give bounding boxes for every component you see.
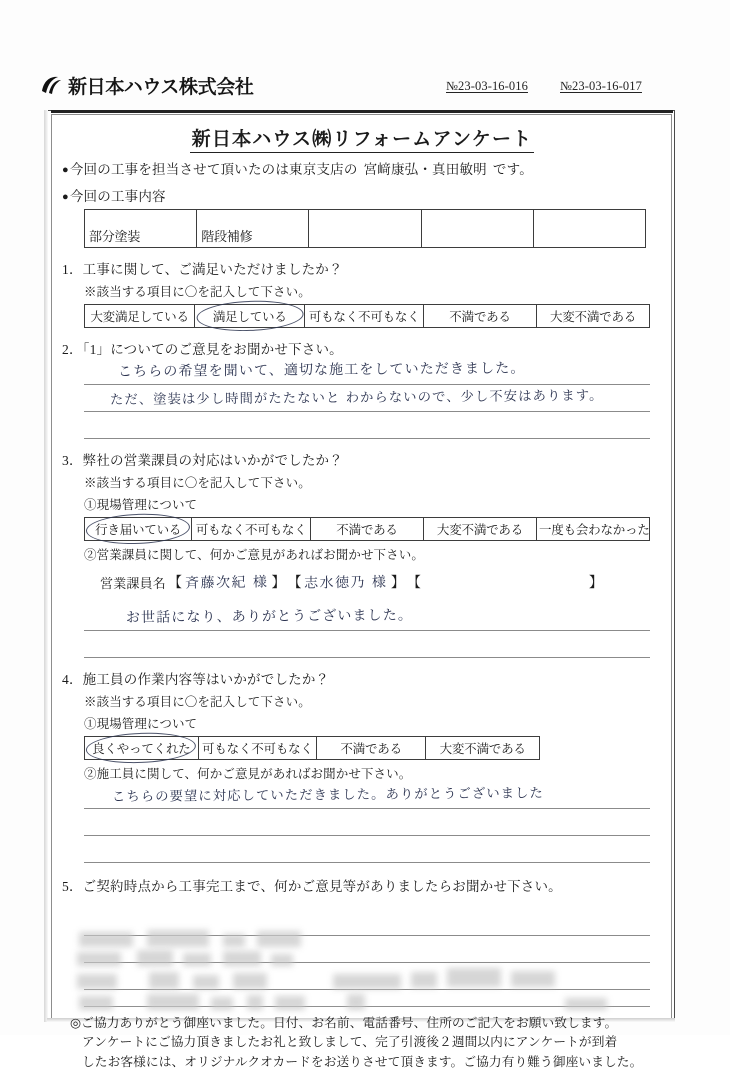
- question-4-subheading-2: ②施工員に関して、何かご意見があればお聞かせ下さい。: [84, 767, 412, 782]
- q4-option-2[interactable]: 不満である: [317, 737, 426, 760]
- form-title-text: 新日本ハウス㈱リフォームアンケート: [190, 129, 535, 153]
- question-4-heading: 4．施工員の作業内容等はいかがでしたか？: [62, 672, 330, 688]
- document-number-2: №23-03-16-017: [560, 79, 642, 93]
- company-logo: [38, 72, 253, 99]
- intro-line: [62, 161, 662, 179]
- sales-staff-field-1[interactable]: [168, 572, 285, 592]
- q4-option-3[interactable]: 大変不満である: [426, 737, 540, 760]
- question-3-option-table: [84, 517, 650, 541]
- bracket-close: 】: [271, 576, 286, 592]
- bracket-open: 【: [287, 576, 302, 592]
- q1-option-4[interactable]: 大変不満である: [536, 305, 649, 328]
- intro-staff-names: 宮﨑康弘・真田敏明: [363, 162, 487, 177]
- handwritten-answer: こちらの希望を聞いて、適切な施工をしていただきました。: [117, 360, 526, 381]
- q4-option-1[interactable]: 可もなく不可もなく: [198, 737, 316, 760]
- sales-staff-field-3[interactable]: [407, 572, 603, 592]
- q3-option-3[interactable]: 大変不満である: [423, 518, 536, 541]
- bracket-close: 】: [390, 576, 405, 592]
- q1-option-3[interactable]: 不満である: [423, 305, 536, 328]
- q3-option-0[interactable]: 行き届いている: [85, 518, 192, 541]
- closing-note: [70, 1014, 662, 1071]
- q3-option-2[interactable]: 不満である: [310, 518, 423, 541]
- table-row: [85, 518, 650, 541]
- question-4-answers: [84, 736, 662, 760]
- q4-option-0[interactable]: 良くやってくれた: [85, 737, 199, 760]
- swoosh-logo-icon: [38, 73, 63, 98]
- sales-staff-field-2[interactable]: [287, 572, 404, 592]
- closing-line-3: したお客様には、オリジナルクオカードをお送りさせて頂きます。ご協力有り難う御座いました。: [82, 1054, 643, 1069]
- intro-prefix: 今回の工事を担当させて頂いたのは東京支店の: [69, 162, 358, 177]
- letterhead: [0, 70, 730, 106]
- bracket-close: 】: [588, 576, 603, 592]
- question-4-subheading-1: ①現場管理について: [84, 717, 198, 732]
- table-row: [85, 210, 646, 248]
- work-content-table: [84, 209, 646, 248]
- closing-line-1: ◎ご協力ありがとう御座いました。日付、お名前、電話番号、住所のご記入をお願い致します。: [70, 1016, 618, 1031]
- document-number-1: №23-03-16-016: [446, 79, 528, 93]
- scan-edge-shadow-left: [44, 110, 48, 1022]
- work-item-4[interactable]: [421, 210, 533, 248]
- handwritten-answer: こちらの要望に対応していただきました。ありがとうございました: [111, 786, 544, 806]
- sales-staff-name-3: [421, 586, 589, 588]
- question-4-note: ※該当する項目に〇を記入して下さい。: [84, 695, 311, 710]
- work-item-2[interactable]: 階段補修: [197, 210, 309, 248]
- bracket-open: 【: [406, 576, 421, 592]
- handwritten-answer: お世話になり、ありがとうございました。: [125, 607, 413, 627]
- question-5-heading: 5．ご契約時点から工事完工まで、何かご意見等がありましたらお聞かせ下さい。: [62, 879, 562, 895]
- sales-staff-label: 営業課員名: [100, 576, 167, 592]
- question-3-answer-line-1[interactable]: [84, 604, 650, 631]
- work-item-5[interactable]: [533, 210, 645, 248]
- work-section-label: ● 今回の工事内容: [62, 188, 662, 206]
- question-1-answers: [84, 304, 662, 328]
- q1-option-0[interactable]: 大変満足している: [85, 305, 195, 328]
- question-2-heading: 2．「1」についてのご意見をお聞かせ下さい。: [62, 342, 343, 358]
- redacted-personal-information: [75, 930, 630, 1016]
- sales-staff-name-2: 志水徳乃 様: [304, 574, 389, 593]
- table-row: [85, 305, 650, 328]
- sales-staff-name-1: 斉藤次紀 様: [184, 574, 269, 593]
- question-3-subheading-2: ②営業課員に関して、何かご意見があればお聞かせ下さい。: [84, 548, 424, 563]
- bracket-open: 【: [168, 576, 183, 592]
- question-4-answer-line-1[interactable]: [84, 782, 650, 809]
- sales-staff-name-line: [100, 572, 662, 592]
- form-content: [62, 118, 662, 1072]
- q1-option-1[interactable]: 満足している: [195, 305, 305, 328]
- q3-option-1[interactable]: 可もなく不可もなく: [192, 518, 311, 541]
- question-3-heading: 3．弊社の営業課員の対応はいかがでしたか？: [62, 453, 343, 469]
- question-4-answer-line-3[interactable]: [84, 836, 650, 863]
- question-2-answer-line-2[interactable]: [84, 385, 650, 412]
- closing-line-2: アンケートにご協力頂きましたお礼と致しまして、完了引渡後２週間以内にアンケートが到着: [82, 1035, 618, 1050]
- question-1-heading: 1．工事に関して、ご満足いただけましたか？: [62, 262, 343, 278]
- question-2-answer-line-3[interactable]: [84, 412, 650, 439]
- work-item-1[interactable]: 部分塗装: [85, 210, 197, 248]
- question-2-answer-line-1[interactable]: [84, 358, 650, 385]
- q3-option-4[interactable]: 一度も会わなかった: [536, 518, 649, 541]
- question-3-note: ※該当する項目に〇を記入して下さい。: [84, 476, 311, 491]
- question-3-answers: [84, 517, 662, 541]
- table-row: [85, 737, 540, 760]
- question-1-note: ※該当する項目に〇を記入して下さい。: [84, 285, 311, 300]
- intro-suffix: です。: [492, 162, 533, 177]
- question-3-subheading-1: ①現場管理について: [84, 498, 198, 513]
- company-name: 新日本ハウス株式会社: [68, 76, 254, 98]
- question-3-answer-line-2[interactable]: [84, 631, 650, 658]
- question-1-option-table: [84, 304, 650, 328]
- form-title: [62, 124, 662, 152]
- q1-option-2[interactable]: 可もなく不可もなく: [305, 305, 424, 328]
- handwritten-answer: ただ、塗装は少し時間がたたないと わからないので、少し不安はあります。: [109, 389, 604, 409]
- work-item-3[interactable]: [309, 210, 421, 248]
- question-4-option-table: [84, 736, 540, 760]
- form-border-top-cap: [51, 110, 673, 113]
- question-4-answer-line-2[interactable]: [84, 809, 650, 836]
